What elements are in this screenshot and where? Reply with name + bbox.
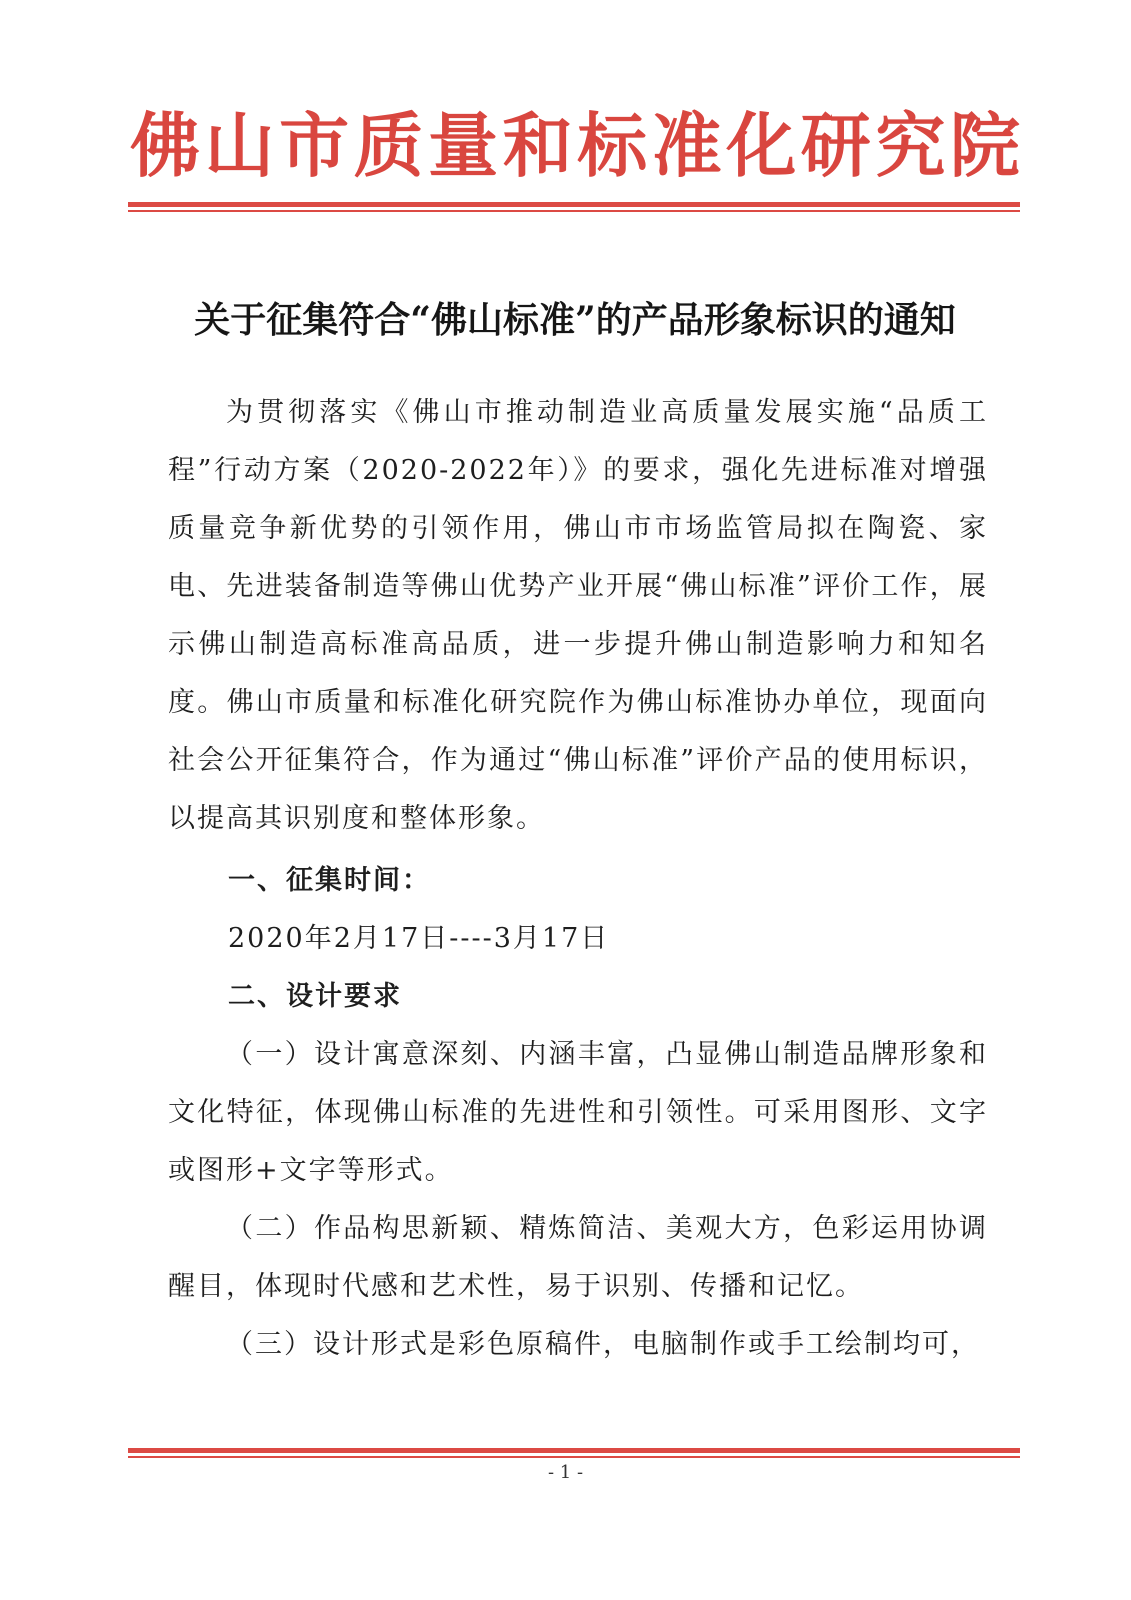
letterhead-char: 量: [428, 104, 499, 187]
letterhead-char: 化: [726, 104, 797, 187]
letterhead-char: 究: [875, 104, 946, 187]
requirement-item-2: （二）作品构思新颖、精炼简洁、美观大方，色彩运用协调醒目，体现时代感和艺术性，易于识别、传播和记忆。: [168, 1213, 988, 1302]
letterhead-char: 山: [204, 104, 275, 187]
requirement-item-1: （一）设计寓意深刻、内涵丰富，凸显佛山制造品牌形象和文化特征，体现佛山标准的先进性和引领性。可采用图形、文字或图形+文字等形式。: [168, 1039, 988, 1186]
letterhead-char: 标: [577, 104, 648, 187]
collection-date-range: 2020年2月17日----3月17日: [228, 923, 610, 954]
letterhead-char: 和: [502, 104, 573, 187]
footer-rule-thin: [128, 1456, 1020, 1458]
section-heading-design-requirements: 二、设计要求: [228, 981, 402, 1012]
footer-rule-thick: [128, 1448, 1020, 1453]
document-title: 关于征集符合“佛山标准”的产品形象标识的通知: [194, 299, 956, 341]
letterhead-char: 准: [651, 104, 722, 187]
intro-paragraph: 为贯彻落实《佛山市推动制造业高质量发展实施“品质工程”行动方案（2020-2022年）》的要求，强化先进标准对增强质量竞争新优势的引领作用，佛山市市场监管局拟在陶瓷、家电、先进装备制造等佛山优势产业开展“佛山标准”评价工作，展示佛山制造高标准高品质，进一步提升佛山制造影响力和知名度。佛山市质量和标准化研究院作为佛山标准协办单位，现面向社会公开征集符合，作为通过“佛山标准”评价产品的使用标识，以提高其识别度和整体形象。: [168, 397, 988, 834]
letterhead-char: 市: [279, 104, 350, 187]
letterhead-char: 质: [353, 104, 424, 187]
letterhead-rule-thin: [128, 210, 1020, 212]
page-number: - 1 -: [547, 1462, 584, 1483]
letterhead-char: 院: [949, 104, 1020, 187]
letterhead-org-name: [130, 96, 1020, 196]
letterhead-rule-thick: [128, 202, 1020, 207]
letterhead-char: 佛: [130, 104, 200, 187]
requirement-item-3: （三）设计形式是彩色原稿件，电脑制作或手工绘制均可，: [226, 1329, 980, 1360]
letterhead-char: 研: [800, 104, 871, 187]
section-heading-collection-time: 一、征集时间：: [228, 865, 431, 896]
